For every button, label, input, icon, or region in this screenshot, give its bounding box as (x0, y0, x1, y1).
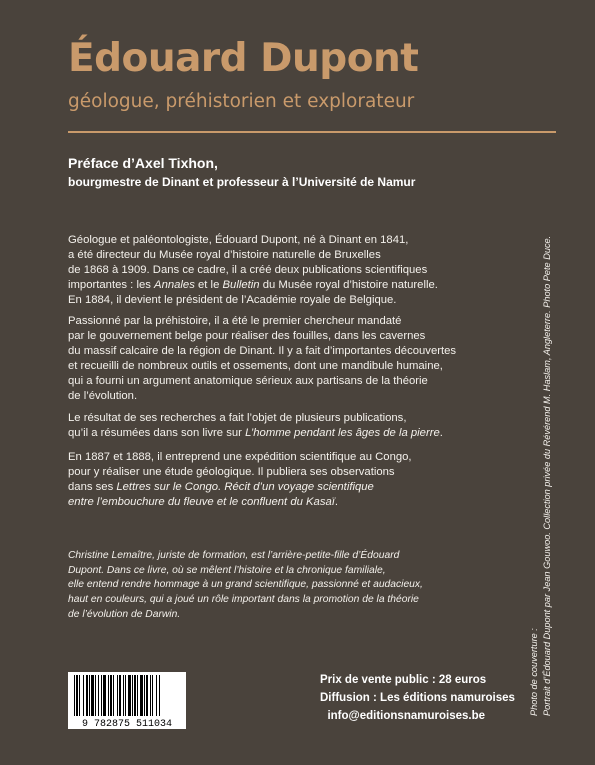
distribution-text: Diffusion : Les éditions namuroises (320, 692, 515, 704)
text-line: Géologue et paléontologiste, Édouard Dupont, né à Dinant en 1841, (68, 234, 409, 246)
paragraph-author (68, 549, 528, 623)
email-link[interactable]: info@editionsnamuroises.be (327, 710, 485, 722)
text-line: a été directeur du Musée royal d’histoire naturelle de Bruxelles (68, 249, 381, 261)
publication-info (320, 671, 515, 725)
text-line: Le résultat de ses recherches a fait l’objet de plusieurs publications, (68, 412, 407, 424)
divider-rule (68, 131, 556, 133)
text-line: En 1887 et 1888, il entreprend une expédition scientifique au Congo, (68, 451, 412, 463)
book-title: Édouard Dupont (68, 36, 419, 81)
price-text: Prix de vente public : 28 euros (320, 674, 487, 686)
text-line: par le gouvernement belge pour réaliser des fouilles, dans les cavernes (68, 330, 426, 342)
text-line: haut en couleurs, qui a joué un rôle important dans la promotion de la théorie (68, 594, 419, 606)
paragraph-biography (68, 233, 528, 308)
paragraph-publications (68, 411, 528, 441)
preface-subtitle: bourgmestre de Dinant et professeur à l’Université de Namur (68, 175, 416, 189)
text-line: et recueilli de nombreux outils et ossements, dont une mandibule humaine, (68, 360, 443, 372)
book-subtitle: géologue, préhistorien et explorateur (68, 91, 415, 112)
text-line: dans ses Lettres sur le Congo. Récit d’un voyage scientifique (68, 481, 374, 493)
paragraph-prehistory (68, 314, 528, 404)
credit-line-2: Portrait d’Édouard Dupont par Jean Gouwoo. Collection privée du Révérend M. Haslam, Angleterre. Photo Pete Duce. (542, 235, 552, 716)
text-line: elle entend rendre hommage à un grand scientifique, passionné et audacieux, (68, 579, 423, 591)
text-line: de 1868 à 1909. Dans ce cadre, il a créé deux publications scientifiques (68, 264, 428, 276)
paragraph-congo (68, 450, 528, 510)
text-line: pour y réaliser une étude géologique. Il publiera ses observations (68, 466, 395, 478)
text-line: du massif calcaire de la région de Dinant. Il y a fait d’importantes découvertes (68, 345, 457, 357)
preface-title: Préface d’Axel Tixhon, (68, 155, 218, 171)
isbn-number: 9 782875 511034 (81, 719, 173, 729)
text-line: de l’évolution de Darwin. (68, 608, 181, 620)
text-line: Passionné par la préhistoire, il a été le premier chercheur mandaté (68, 315, 402, 327)
text-line: entre l’embouchure du fleuve et le confluent du Kasaï. (68, 496, 339, 508)
text-line: En 1884, il devient le président de l’Académie royale de Belgique. (68, 294, 397, 306)
text-line: qu’il a résumées dans son livre sur L’homme pendant les âges de la pierre. (68, 427, 443, 439)
text-line: importantes : les Annales et le Bulletin du Musée royal d’histoire naturelle. (68, 279, 438, 291)
cover-photo-credit (528, 146, 554, 716)
text-line: qui a fourni un argument anatomique sérieux aux partisans de la théorie (68, 375, 428, 387)
text-line: Dupont. Dans ce livre, où se mêlent l’histoire et la chronique familiale, (68, 564, 386, 576)
text-line: de l’évolution. (68, 390, 138, 402)
isbn-barcode (68, 672, 186, 729)
credit-line-1: Photo de couverture : (529, 628, 539, 716)
text-line: Christine Lemaître, juriste de formation, est l’arrière-petite-fille d’Édouard (68, 550, 400, 561)
